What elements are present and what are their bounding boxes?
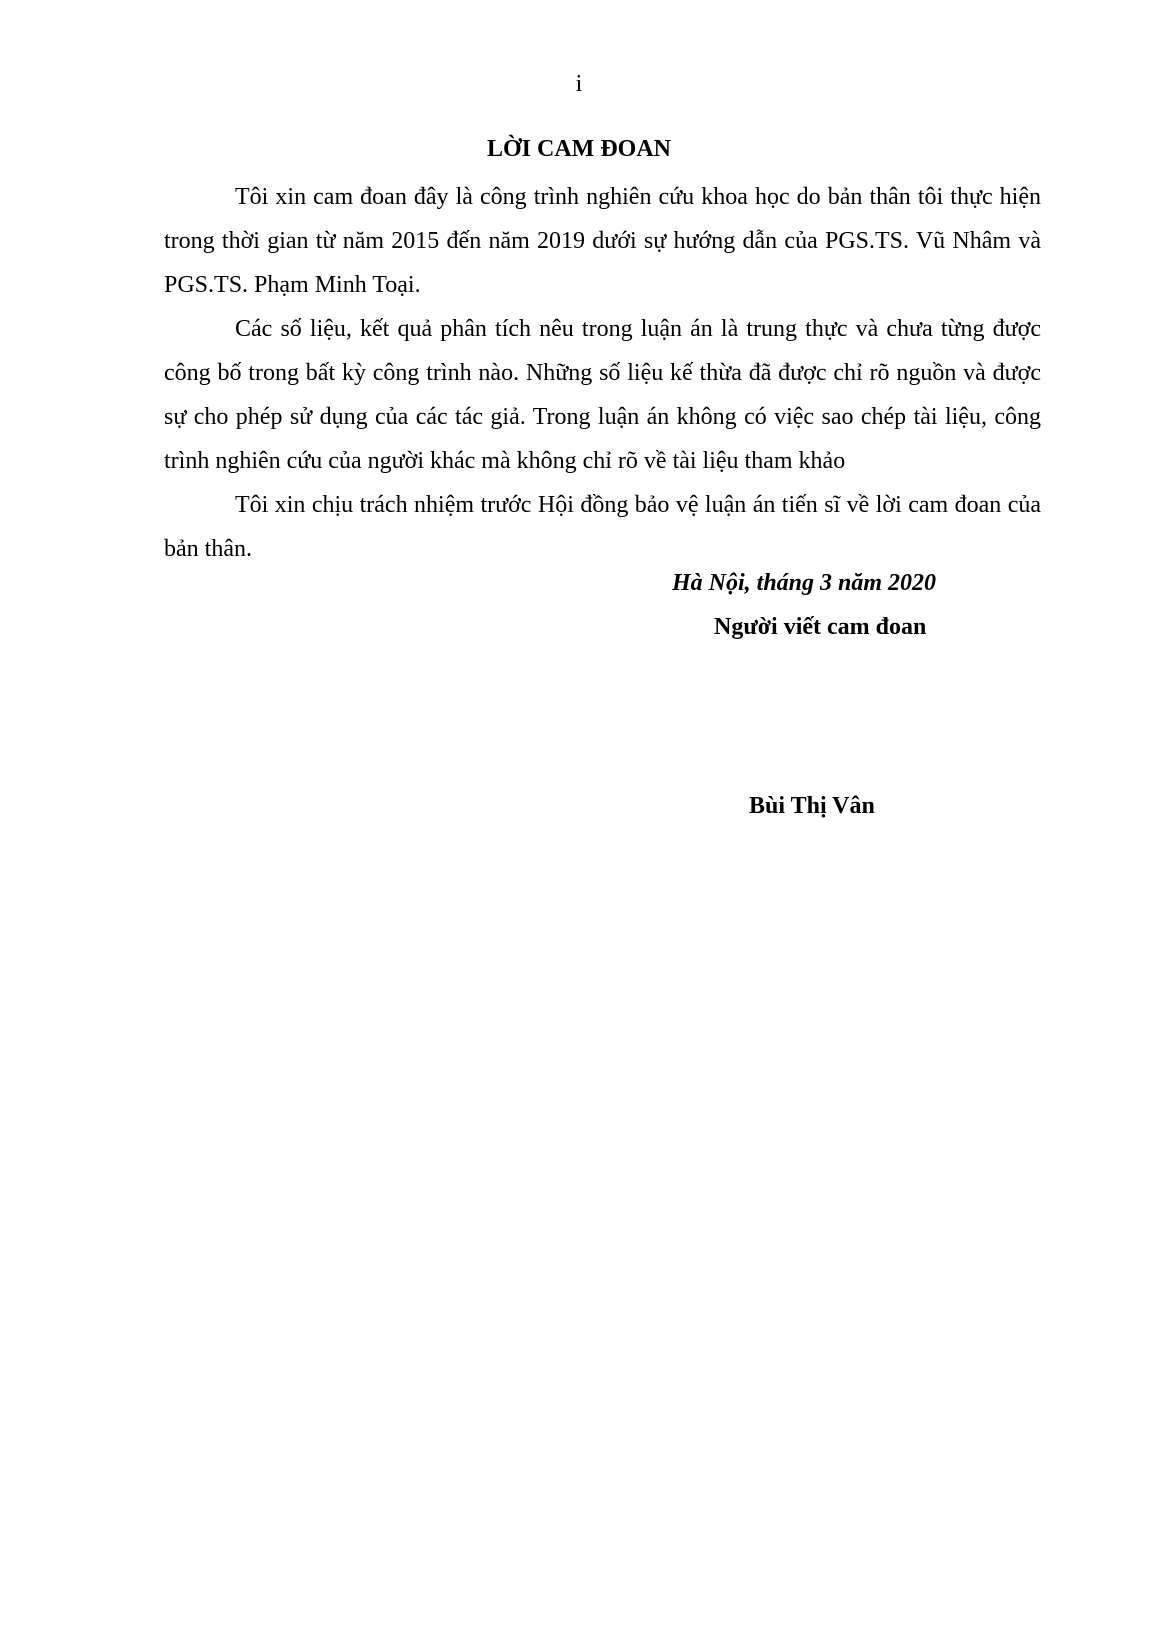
declaration-body: [164, 175, 1041, 571]
paragraph-3: Tôi xin chịu trách nhiệm trước Hội đồng bảo vệ luận án tiến sĩ về lời cam đoan của bản thân.: [164, 492, 1041, 562]
signer-name: Bùi Thị Vân: [749, 793, 875, 819]
page-title: LỜI CAM ĐOAN: [487, 136, 671, 162]
paragraph-2: Các số liệu, kết quả phân tích nêu trong luận án là trung thực và chưa từng được công bố trong bất kỳ công trình nào. Những số liệu kế thừa đã được chỉ rõ nguồn và được sự cho phép sử dụng của các tác giả. Trong luận án không có việc sao chép tài liệu, công trình nghiên cứu của người khác mà không chỉ rõ về tài liệu tham khảo: [164, 316, 1041, 474]
signer-role: Người viết cam đoan: [714, 614, 927, 640]
paragraph-1: Tôi xin cam đoan đây là công trình nghiên cứu khoa học do bản thân tôi thực hiện trong thời gian từ năm 2015 đến năm 2019 dưới sự hướng dẫn của PGS.TS. Vũ Nhâm và PGS.TS. Phạm Minh Toại.: [164, 184, 1041, 298]
page-number: i: [575, 71, 583, 97]
place-date: Hà Nội, tháng 3 năm 2020: [672, 570, 937, 596]
